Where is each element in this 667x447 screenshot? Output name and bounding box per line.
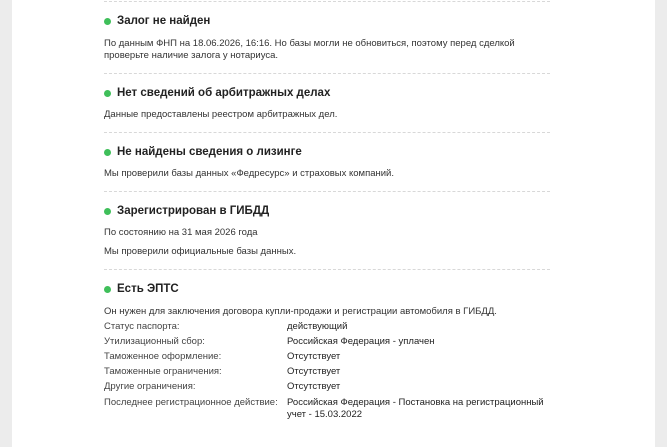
section-text: Он нужен для заключения договора купли-продажи и регистрации автомобиля в ГИБДД.	[104, 306, 497, 317]
detail-key: Таможенное оформление:	[104, 351, 222, 362]
section-divider	[104, 191, 550, 192]
section-heading	[104, 145, 550, 161]
section-registration	[104, 204, 550, 258]
detail-value: Отсутствует	[287, 351, 341, 362]
section-title: Есть ЭПТС	[117, 283, 179, 295]
success-status-icon	[104, 18, 111, 25]
section-heading	[104, 14, 550, 30]
detail-key: Последнее регистрационное действие:	[104, 397, 278, 408]
section-heading	[104, 204, 550, 220]
success-status-icon	[104, 286, 111, 293]
detail-key: Другие ограничения:	[104, 381, 196, 392]
section-divider	[104, 269, 550, 270]
section-heading	[104, 282, 550, 298]
detail-key: Таможенные ограничения:	[104, 366, 222, 377]
section-pledge	[104, 14, 550, 62]
section-divider	[104, 73, 550, 74]
background-left	[0, 0, 12, 447]
detail-value: Отсутствует	[287, 381, 341, 392]
background-right	[655, 0, 667, 447]
detail-value: Российская Федерация - уплачен	[287, 336, 435, 347]
detail-key: Утилизационный сбор:	[104, 336, 205, 347]
section-epts	[104, 282, 550, 318]
success-status-icon	[104, 208, 111, 215]
section-text: Мы проверили официальные базы данных.	[104, 246, 297, 257]
section-title: Зарегистрирован в ГИБДД	[117, 205, 270, 217]
section-divider	[104, 1, 550, 2]
section-title: Нет сведений об арбитражных делах	[117, 87, 331, 99]
section-text: проверьте наличие залога у нотариуса.	[104, 50, 279, 61]
section-text: Данные предоставлены реестром арбитражных дел.	[104, 109, 338, 120]
section-text: Мы проверили базы данных «Федресурс» и страховых компаний.	[104, 168, 395, 179]
detail-value: Российская Федерация - Постановка на регистрационный учет - 15.03.2022	[287, 397, 544, 420]
section-arbitration	[104, 86, 550, 121]
section-leasing	[104, 145, 550, 180]
detail-value: Отсутствует	[287, 366, 341, 377]
section-text: По данным ФНП на 18.06.2026, 16:16. Но базы могли не обновиться, поэтому перед сделкой	[104, 38, 515, 49]
section-text: По состоянию на 31 мая 2026 года	[104, 227, 258, 238]
detail-value: действующий	[287, 321, 348, 332]
section-divider	[104, 132, 550, 133]
section-title: Не найдены сведения о лизинге	[117, 146, 302, 158]
success-status-icon	[104, 90, 111, 97]
success-status-icon	[104, 149, 111, 156]
section-heading	[104, 86, 550, 102]
detail-key: Статус паспорта:	[104, 321, 180, 332]
section-title: Залог не найден	[117, 15, 211, 27]
